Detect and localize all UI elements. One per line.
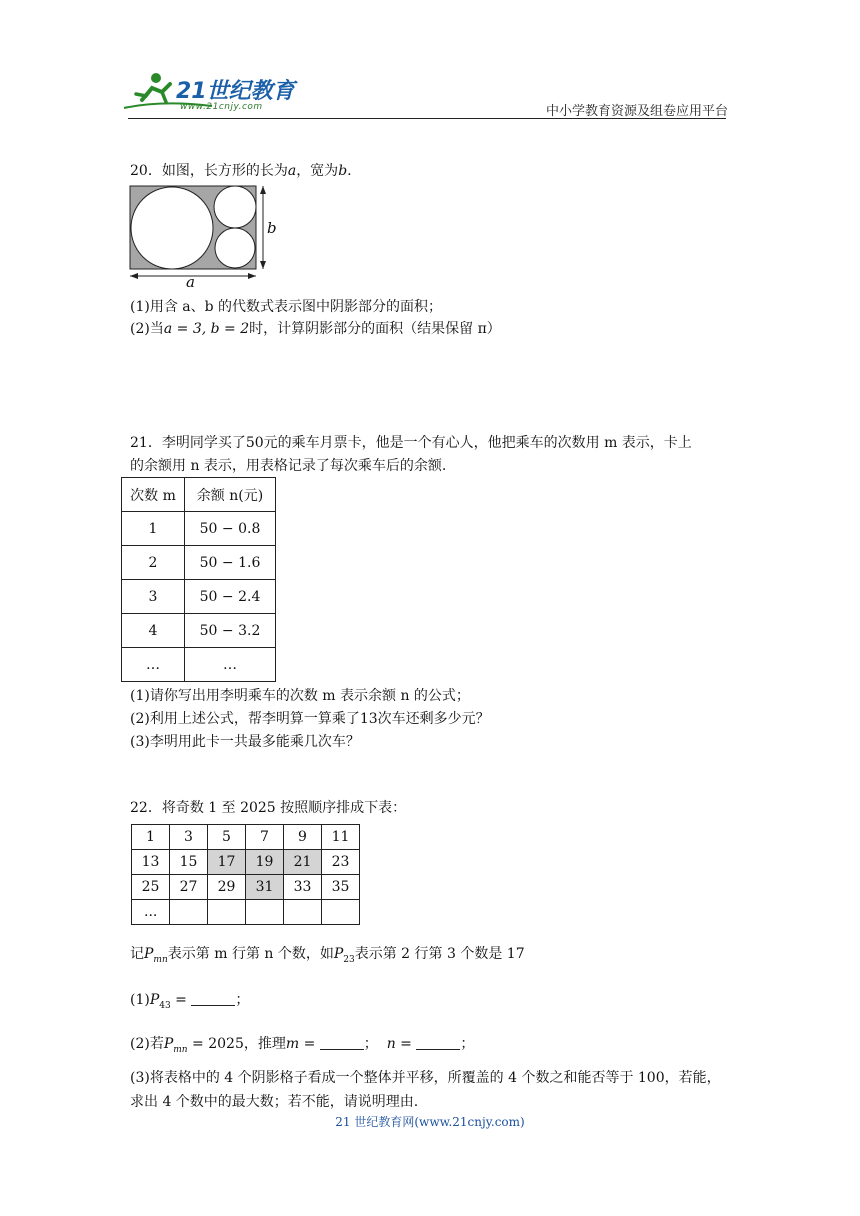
table-cell: 1 [132,825,170,850]
table-cell: 9 [284,825,322,850]
table-cell: … [185,648,276,682]
table-cell: 11 [322,825,360,850]
q21-sub1: (1)请你写出用李明乘车的次数 m 表示余额 n 的公式； [130,688,470,704]
logo-text: 21世纪教育 [176,79,295,104]
shaded-cell: 17 [208,850,246,875]
table-cell: 50 − 0.8 [185,512,276,546]
q21-stem-line2: 的余额用 n 表示，用表格记录了每次乘车后的余额. [130,458,447,474]
table-cell: 13 [132,850,170,875]
q20-stem: 20．如图，长方形的长为a，宽为b. [130,163,352,179]
table-header-cell: 次数 m [122,478,185,512]
table-row [132,825,360,850]
table-row [122,512,276,546]
table-header-cell: 余额 n(元) [185,478,276,512]
table-cell: 33 [284,875,322,900]
table-cell: 5 [208,825,246,850]
answer-blank-n[interactable] [416,1035,460,1050]
table-row [132,875,360,900]
q21-sub2: (2)利用上述公式，帮李明算一算乘了13次车还剩多少元？ [130,711,490,727]
table-cell: 3 [170,825,208,850]
table-cell: 35 [322,875,360,900]
answer-blank[interactable] [191,991,235,1006]
header-platform-title: 中小学教育资源及组卷应用平台 [545,104,728,119]
table-cell [284,900,322,925]
table-cell: 50 − 2.4 [185,580,276,614]
table-cell [322,900,360,925]
table-row [122,614,276,648]
table-cell: 2 [122,546,185,580]
table-cell: 4 [122,614,185,648]
table-cell: 1 [122,512,185,546]
q22-sub3-line2: 求出 4 个数中的最大数；若不能，请说明理由. [130,1094,419,1110]
table-cell: 27 [170,875,208,900]
footer-source: 21 世纪教育网(www.21cnjy.com) [335,1115,525,1129]
q22-sub1: $(1)P_{43}$ = ； [130,992,250,1011]
q21-sub3: (3)李明用此卡一共最多能乘几次车？ [130,734,360,750]
table-cell: 25 [132,875,170,900]
table-cell: 15 [170,850,208,875]
table-cell: 23 [322,850,360,875]
q20-sub2: (2)当a = 3, b = 2时，计算阴影部分的面积（结果保留 π） [130,321,501,337]
table-cell: 3 [122,580,185,614]
q22-sub2: (2)若$P_{mn} = 2025$，推理m = ； n = ； [130,1036,475,1055]
shaded-cell: 19 [246,850,284,875]
shaded-cell: 21 [284,850,322,875]
q20-label-a: a [186,273,195,287]
table-cell [170,900,208,925]
table-header-row [122,478,276,512]
table-cell [208,900,246,925]
q22-notation: 记$P_{mn}$表示第 m 行第 n 个数，如$P_{23}$表示第 2 行第 3 个数是 17 [130,946,525,965]
table-cell: 7 [246,825,284,850]
q22-stem: 22．将奇数 1 至 2025 按照顺序排成下表： [130,800,407,816]
q21-stem-line1: 21．李明同学买了50元的乘车月票卡，他是一个有心人，他把乘车的次数用 m 表示，卡上 [130,435,692,451]
q20-sub1: (1)用含 a、b 的代数式表示图中阴影部分的面积； [130,299,443,315]
table-cell [246,900,284,925]
table-cell: ... [132,900,170,925]
logo-url: www.21cnjy.com [180,102,263,112]
q20-rectangle-figure [126,183,282,287]
table-row [122,648,276,682]
table-cell: 50 − 3.2 [185,614,276,648]
table-cell: … [122,648,185,682]
table-cell: 29 [208,875,246,900]
header-divider [128,118,726,119]
q22-sub3-line1: (3)将表格中的 4 个阴影格子看成一个整体并平移，所覆盖的 4 个数之和能否等于 100，若能， [130,1070,721,1086]
q22-odd-number-table [131,824,360,925]
table-row [132,900,360,925]
table-row [132,850,360,875]
table-cell: 50 − 1.6 [185,546,276,580]
q21-table [121,477,276,682]
shaded-cell: 31 [246,875,284,900]
q20-label-b: b [267,219,277,237]
table-row [122,580,276,614]
answer-blank-m[interactable] [320,1035,364,1050]
table-row [122,546,276,580]
